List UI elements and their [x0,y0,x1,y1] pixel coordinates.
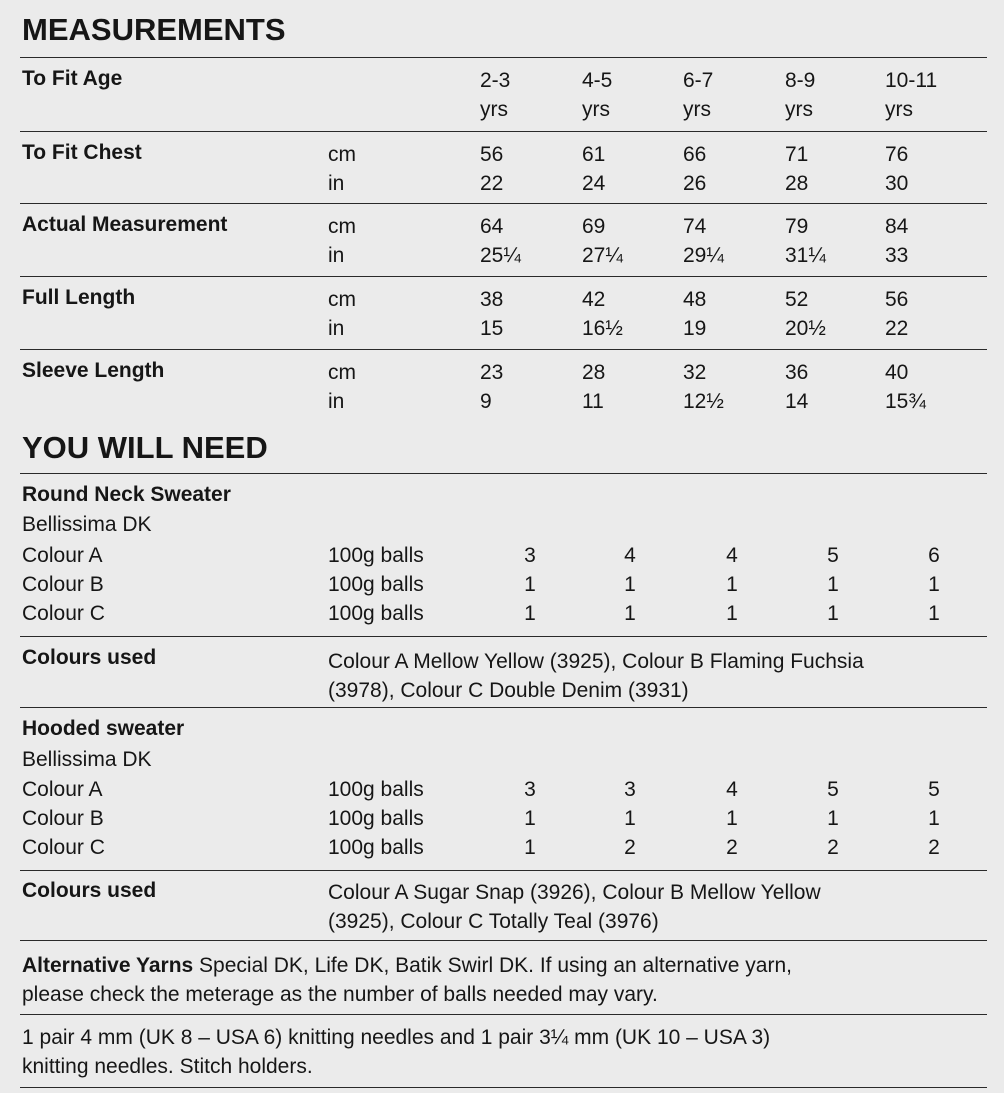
colour-label: Colour C [22,602,105,625]
ball-count: 1 [827,807,839,830]
ball-count: 5 [827,778,839,801]
needles-note: 1 pair 4 mm (UK 8 – USA 6) knitting needles and 1 pair 3¼ mm (UK 10 – USA 3) knitting needles. Stitch holders. [22,1026,771,1078]
colours-used-label: Colours used [22,879,157,902]
divider [20,276,987,277]
measurement-cell: 32 12½ [683,361,724,413]
ball-count: 6 [928,544,940,567]
ball-count: 1 [524,807,536,830]
ball-count: 2 [624,836,636,859]
divider [20,349,987,350]
ball-count: 1 [928,602,940,625]
divider [20,1014,987,1015]
ball-count: 2 [928,836,940,859]
ball-count: 1 [524,836,536,859]
measurement-cell: 40 15¾ [885,361,926,413]
unit-label: cm in [328,215,356,267]
ball-unit: 100g balls [328,573,424,596]
ball-count: 1 [726,807,738,830]
divider [20,57,987,58]
measurement-cell: 64 25¼ [480,215,521,267]
hooded-title: Hooded sweater [22,717,185,740]
divider [20,636,987,637]
measurement-cell: 69 27¼ [582,215,623,267]
ball-count: 1 [726,602,738,625]
colour-label: Colour B [22,807,104,830]
measurement-cell: 36 14 [785,361,809,413]
unit-label: cm in [328,143,356,195]
ball-count: 1 [524,573,536,596]
size-header: 4-5 yrs [582,69,613,121]
ball-count: 2 [726,836,738,859]
ball-unit: 100g balls [328,544,424,567]
ball-count: 1 [624,573,636,596]
measurement-cell: 38 15 [480,288,504,340]
size-header: 6-7 yrs [683,69,714,121]
measurement-cell: 84 33 [885,215,909,267]
yarn-name: Bellissima DK [22,748,152,771]
colour-label: Colour C [22,836,105,859]
ball-count: 2 [827,836,839,859]
alternative-yarns-label: Alternative Yarns [22,954,194,977]
measurement-cell: 74 29¼ [683,215,724,267]
measurement-cell: 56 22 [480,143,504,195]
round-neck-title: Round Neck Sweater [22,483,231,506]
sleeve-length-label: Sleeve Length [22,359,165,382]
measurement-cell: 56 22 [885,288,909,340]
measurements-heading: MEASUREMENTS [22,12,286,47]
ball-count: 1 [624,807,636,830]
measurement-cell: 28 11 [582,361,606,413]
ball-count: 1 [827,573,839,596]
ball-unit: 100g balls [328,778,424,801]
you-will-need-heading: YOU WILL NEED [22,430,268,465]
divider [20,131,987,132]
ball-count: 4 [726,544,738,567]
measurement-cell: 76 30 [885,143,909,195]
measurement-cell: 52 20½ [785,288,826,340]
ball-unit: 100g balls [328,807,424,830]
ball-count: 4 [726,778,738,801]
ball-count: 1 [928,573,940,596]
colour-label: Colour A [22,544,103,567]
ball-unit: 100g balls [328,836,424,859]
ball-count: 1 [726,573,738,596]
ball-count: 1 [827,602,839,625]
to-fit-chest-label: To Fit Chest [22,141,142,164]
divider [20,707,987,708]
measurement-cell: 48 19 [683,288,707,340]
ball-unit: 100g balls [328,602,424,625]
colours-used-text: Colour A Mellow Yellow (3925), Colour B Flaming Fuchsia (3978), Colour C Double Denim (3931) [328,650,864,702]
measurement-cell: 42 16½ [582,288,623,340]
divider [20,940,987,941]
actual-measurement-label: Actual Measurement [22,213,228,236]
ball-count: 4 [624,544,636,567]
full-length-label: Full Length [22,286,136,309]
ball-count: 5 [827,544,839,567]
ball-count: 1 [624,602,636,625]
colour-label: Colour B [22,573,104,596]
colours-used-text: Colour A Sugar Snap (3926), Colour B Mellow Yellow (3925), Colour C Totally Teal (3976) [328,881,821,933]
measurement-cell: 71 28 [785,143,809,195]
divider [20,203,987,204]
measurement-cell: 23 9 [480,361,504,413]
divider [20,1087,987,1088]
measurement-cell: 79 31¼ [785,215,826,267]
to-fit-age-label: To Fit Age [22,67,123,90]
measurement-cell: 61 24 [582,143,606,195]
ball-count: 3 [624,778,636,801]
ball-count: 3 [524,544,536,567]
yarn-name: Bellissima DK [22,513,152,536]
measurement-cell: 66 26 [683,143,707,195]
ball-count: 5 [928,778,940,801]
ball-count: 3 [524,778,536,801]
alternative-yarns-note: Alternative Yarns Special DK, Life DK, Batik Swirl DK. If using an alternative yarn, please check the meterage as the number of balls needed may vary. [22,954,792,1006]
colours-used-label: Colours used [22,646,157,669]
size-header: 8-9 yrs [785,69,816,121]
unit-label: cm in [328,288,356,340]
size-header: 10-11 yrs [885,69,938,121]
ball-count: 1 [524,602,536,625]
colour-label: Colour A [22,778,103,801]
ball-count: 1 [928,807,940,830]
size-header: 2-3 yrs [480,69,511,121]
unit-label: cm in [328,361,356,413]
divider [20,473,987,474]
divider [20,870,987,871]
